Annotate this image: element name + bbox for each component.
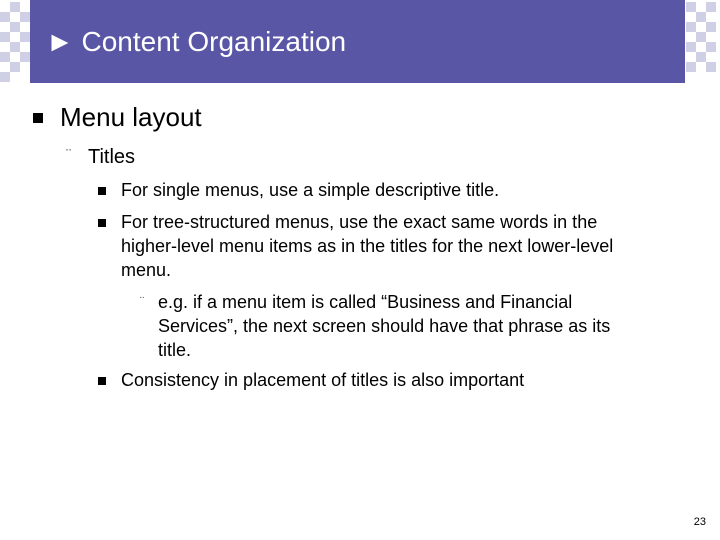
outline-subitem-line: title. (158, 340, 192, 360)
hollow-square-bullet-icon: ¨ (66, 147, 72, 164)
square-bullet-icon (98, 219, 106, 227)
square-bullet-icon (98, 187, 106, 195)
outline-subitem-line: e.g. if a menu item is called “Business and Financial (158, 292, 573, 312)
outline-item-line: menu. (121, 260, 172, 280)
hollow-square-bullet-icon: ¨ (140, 294, 145, 309)
page-number: 23 (693, 516, 706, 528)
outline-item-line: For tree-structured menus, use the exact same words in the (121, 212, 598, 232)
outline-item-line: higher-level menu items as in the titles for the next lower-level (121, 236, 614, 256)
outline-level1: Menu layout (60, 102, 202, 132)
outline-item: Consistency in placement of titles is also important (121, 370, 525, 390)
outline-subitem-line: Services”, the next screen should have that phrase as its (158, 316, 611, 336)
outline-item: For single menus, use a simple descriptive title. (121, 180, 500, 200)
slide-title: ► Content Organization (46, 26, 347, 57)
square-bullet-icon (33, 113, 43, 123)
square-bullet-icon (98, 377, 106, 385)
outline-level2: Titles (88, 146, 136, 168)
